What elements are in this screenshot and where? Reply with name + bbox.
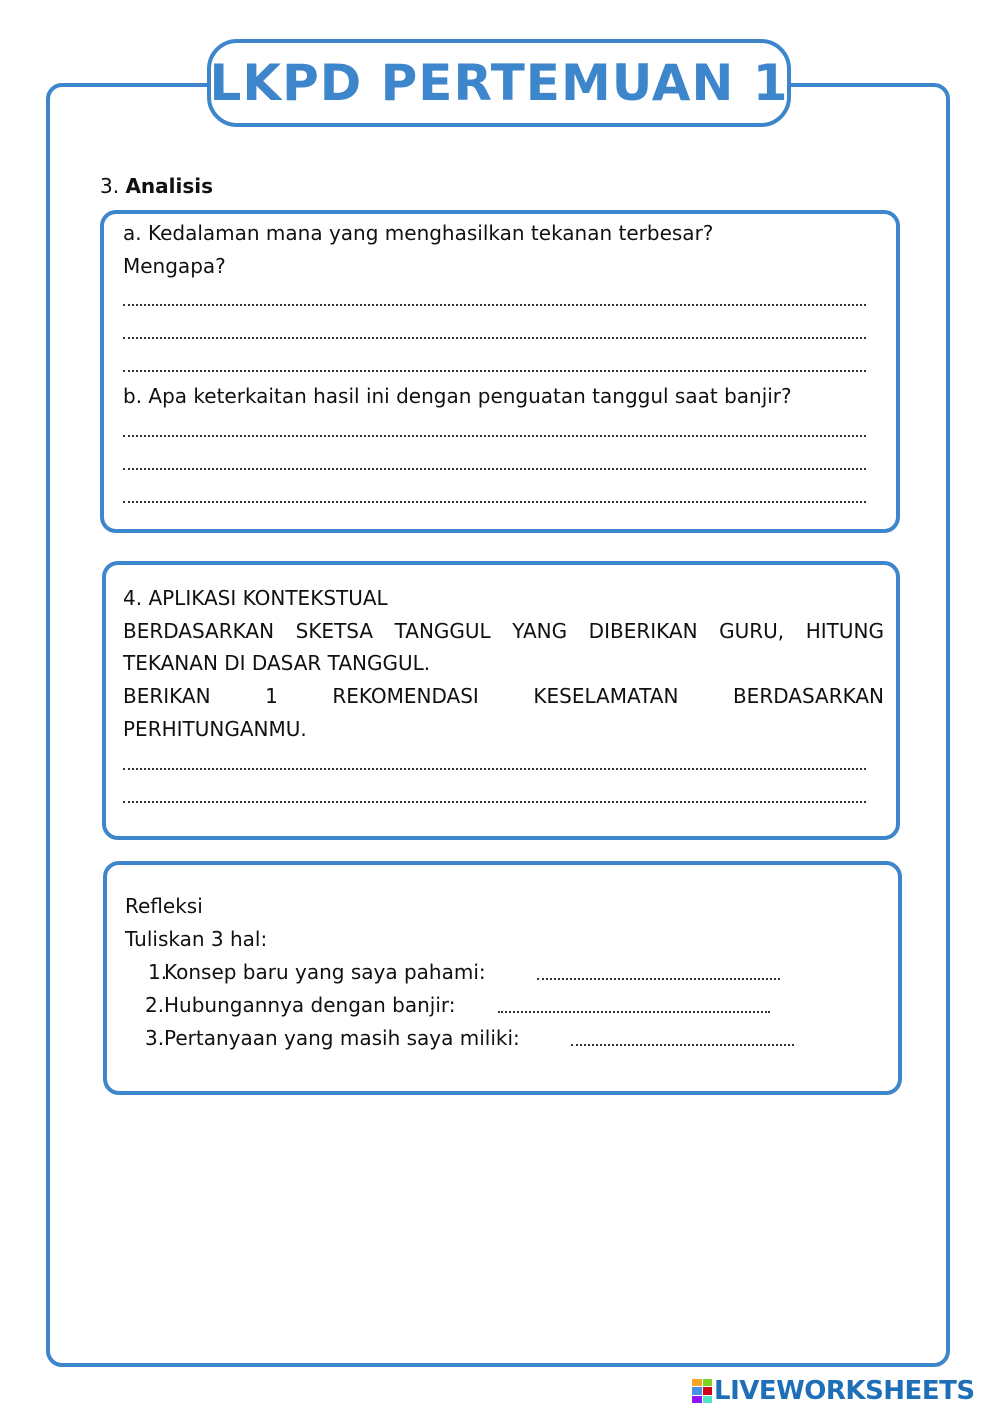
reflection-item-2-number: 2.: [145, 993, 165, 1017]
reflection-item-1-answer[interactable]: [537, 978, 780, 980]
logo-tile-3: [692, 1387, 702, 1394]
reflection-item-3-number: 3.: [145, 1026, 165, 1050]
logo-tile-2: [703, 1379, 713, 1386]
section-3-title: Analisis: [125, 174, 214, 198]
title-banner: [207, 39, 791, 127]
logo-tile-6: [703, 1396, 713, 1403]
section-4-line1: BERDASARKAN SKETSA TANGGUL YANG DIBERIKAN GURU, HITUNG: [123, 619, 884, 643]
question-a-line1: a. Kedalaman mana yang menghasilkan tekanan terbesar?: [123, 221, 714, 245]
logo-tile-4: [703, 1387, 713, 1394]
reflection-item-3-text: Pertanyaan yang masih saya miliki:: [164, 1026, 520, 1050]
answer-a-line-1[interactable]: [123, 304, 866, 306]
logo-tile-5: [692, 1396, 702, 1403]
question-a-line2: Mengapa?: [123, 254, 226, 278]
reflection-item-2-text: Hubungannya dengan banjir:: [164, 993, 456, 1017]
question-b: b. Apa keterkaitan hasil ini dengan penguatan tanggul saat banjir?: [123, 384, 792, 408]
section-4-line4: PERHITUNGANMU.: [123, 717, 307, 741]
reflection-heading: Refleksi: [125, 894, 203, 918]
answer-b-line-3[interactable]: [123, 501, 866, 503]
section-4-line3: BERIKAN 1 REKOMENDASI KESELAMATAN BERDASARKAN: [123, 684, 884, 708]
answer-b-line-1[interactable]: [123, 435, 866, 437]
section-4-heading: 4. APLIKASI KONTEKSTUAL: [123, 586, 388, 610]
section-3-number: 3.: [100, 174, 120, 198]
reflection-item-1-text: Konsep baru yang saya pahami:: [164, 960, 486, 984]
reflection-item-3-answer[interactable]: [571, 1044, 794, 1046]
page-title: LKPD PERTEMUAN 1: [209, 54, 789, 112]
answer-a-line-3[interactable]: [123, 370, 866, 372]
reflection-instruction: Tuliskan 3 hal:: [125, 927, 268, 951]
liveworksheets-logo[interactable]: [692, 1376, 975, 1406]
answer-4-line-1[interactable]: [123, 768, 866, 770]
answer-a-line-2[interactable]: [123, 337, 866, 339]
section-4-line2: TEKANAN DI DASAR TANGGUL.: [123, 651, 431, 675]
logo-mark-icon: [692, 1379, 712, 1403]
logo-tile-1: [692, 1379, 702, 1386]
section-3-label: [100, 174, 213, 198]
reflection-item-1-number: 1.: [148, 960, 168, 984]
answer-b-line-2[interactable]: [123, 468, 866, 470]
reflection-item-2-answer[interactable]: [498, 1011, 770, 1013]
logo-text: LIVEWORKSHEETS: [714, 1376, 975, 1406]
answer-4-line-2[interactable]: [123, 801, 866, 803]
